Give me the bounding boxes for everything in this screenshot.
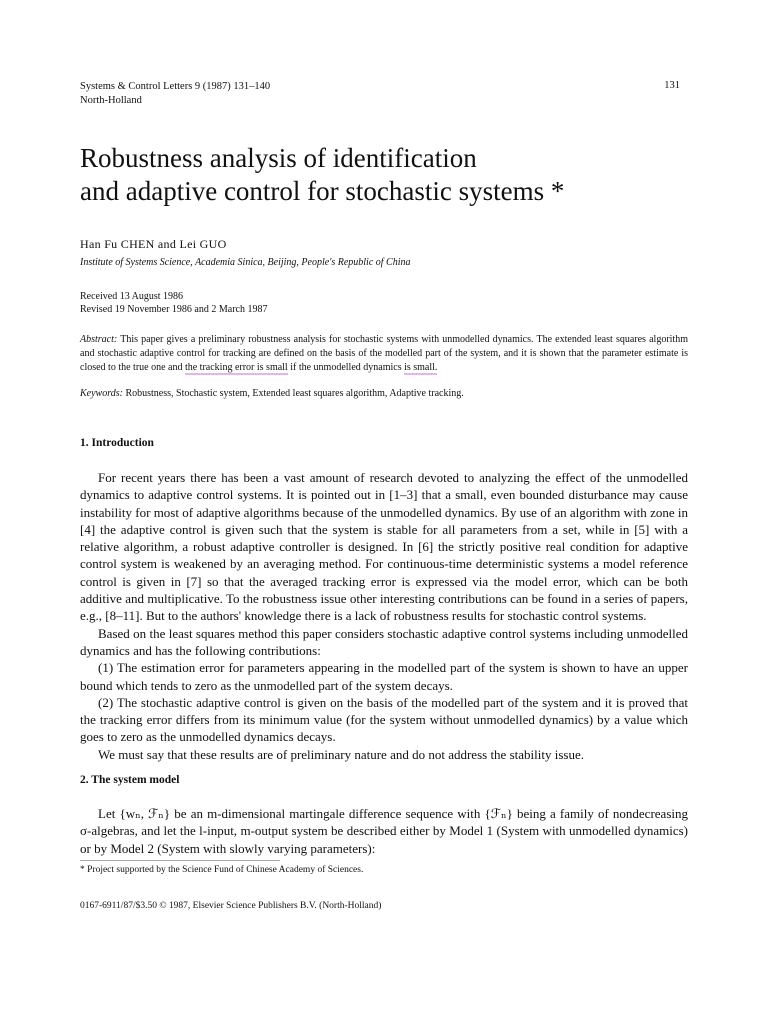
contribution-item: (2) The stochastic adaptive control is given on the basis of the modelled part of the system and it is proved that the tracking error differs from its minimum value (for the system without unmodelled dynamics) by a value which goes to zero as the unmodelled dynamics decays. bbox=[80, 694, 688, 745]
keywords-label: Keywords: bbox=[80, 388, 123, 399]
introduction-body bbox=[80, 469, 688, 763]
system-model-body bbox=[80, 805, 688, 857]
copyright-line: 0167-6911/87/$3.50 © 1987, Elsevier Science Publishers B.V. (North-Holland) bbox=[80, 901, 382, 911]
title-line-2: and adaptive control for stochastic systems * bbox=[80, 176, 565, 206]
received-dates bbox=[80, 290, 267, 316]
abstract-label: Abstract: bbox=[80, 334, 118, 345]
journal-header bbox=[80, 80, 270, 108]
revised-date: Revised 19 November 1986 and 2 March 1987 bbox=[80, 304, 268, 315]
page-number: 131 bbox=[664, 80, 680, 91]
intro-paragraph: For recent years there has been a vast amount of research devoted to analyzing the effect of the unmodelled dynamics to adaptive control systems. It is pointed out in [1–3] that a small, even bounded disturbance may cause instability for most of adaptive algorithms because of the unmodelled dynamics. By use of an algorithm with zone in [4] the adaptive control is given such that the system is stable for all parameters from a set, while in [5] with a relative algorithm, a robust adaptive controller is designed. In [6] the strictly positive real condition for adaptive control system is weakened by an averaging method. For continuous-time deterministic systems a model reference control is given in [7] so that the averaged tracking error is expressed via the model error, which can be both additive and multiplicative. To the robustness issue other interesting contributions can be found in a series of papers, e.g., [8–11]. But to the authors' knowledge there is a lack of robustness results for stochastic control systems. bbox=[80, 470, 688, 624]
abstract bbox=[80, 333, 688, 375]
abstract-highlight-2[interactable]: is small. bbox=[404, 362, 438, 373]
affiliation: Institute of Systems Science, Academia Sinica, Beijing, People's Republic of China bbox=[80, 257, 411, 268]
section-heading-introduction: 1. Introduction bbox=[80, 437, 154, 449]
authors: Han Fu CHEN and Lei GUO bbox=[80, 237, 227, 251]
keywords bbox=[80, 388, 688, 399]
intro-paragraph: Based on the least squares method this paper considers stochastic adaptive control systems including unmodelled dynamics and has the following contributions: bbox=[80, 625, 688, 658]
keywords-text: Robustness, Stochastic system, Extended least squares algorithm, Adaptive tracking. bbox=[122, 388, 464, 399]
received-date: Received 13 August 1986 bbox=[80, 291, 184, 302]
paper-title bbox=[80, 142, 564, 208]
abstract-text-b: if the unmodelled dynamics bbox=[287, 362, 405, 373]
section-heading-system-model: 2. The system model bbox=[80, 774, 180, 786]
footnote: * Project supported by the Science Fund of Chinese Academy of Sciences. bbox=[80, 865, 364, 875]
journal-citation: Systems & Control Letters 9 (1987) 131–140 bbox=[80, 81, 271, 92]
intro-paragraph: We must say that these results are of preliminary nature and do not address the stability issue. bbox=[98, 746, 584, 762]
title-line-1: Robustness analysis of identification bbox=[80, 143, 477, 173]
publisher: North-Holland bbox=[80, 95, 142, 106]
abstract-text-a: This paper gives a preliminary robustness analysis for stochastic systems with unmodelled dynamics. The extended least squares algorithm and stochastic adaptive control for tracking are defined on the basis of the modelled part of the system, and it is shown that the parameter estimate is closed to the true one and bbox=[80, 334, 688, 373]
contribution-item: (1) The estimation error for parameters appearing in the modelled part of the system is shown to have an upper bound which tends to zero as the unmodelled part of the system decays. bbox=[80, 660, 688, 693]
footnote-divider bbox=[80, 860, 280, 861]
abstract-highlight-1[interactable]: the tracking error is small bbox=[184, 362, 288, 373]
system-model-paragraph: Let {wₙ, ℱₙ} be an m-dimensional martingale difference sequence with {ℱₙ} being a family of nondecreasing σ-algebras, and let the l-input, m-output system be described either by Model 1 (System with unmodelled dynamics) or by Model 2 (System with slowly varying parameters): bbox=[80, 806, 688, 856]
